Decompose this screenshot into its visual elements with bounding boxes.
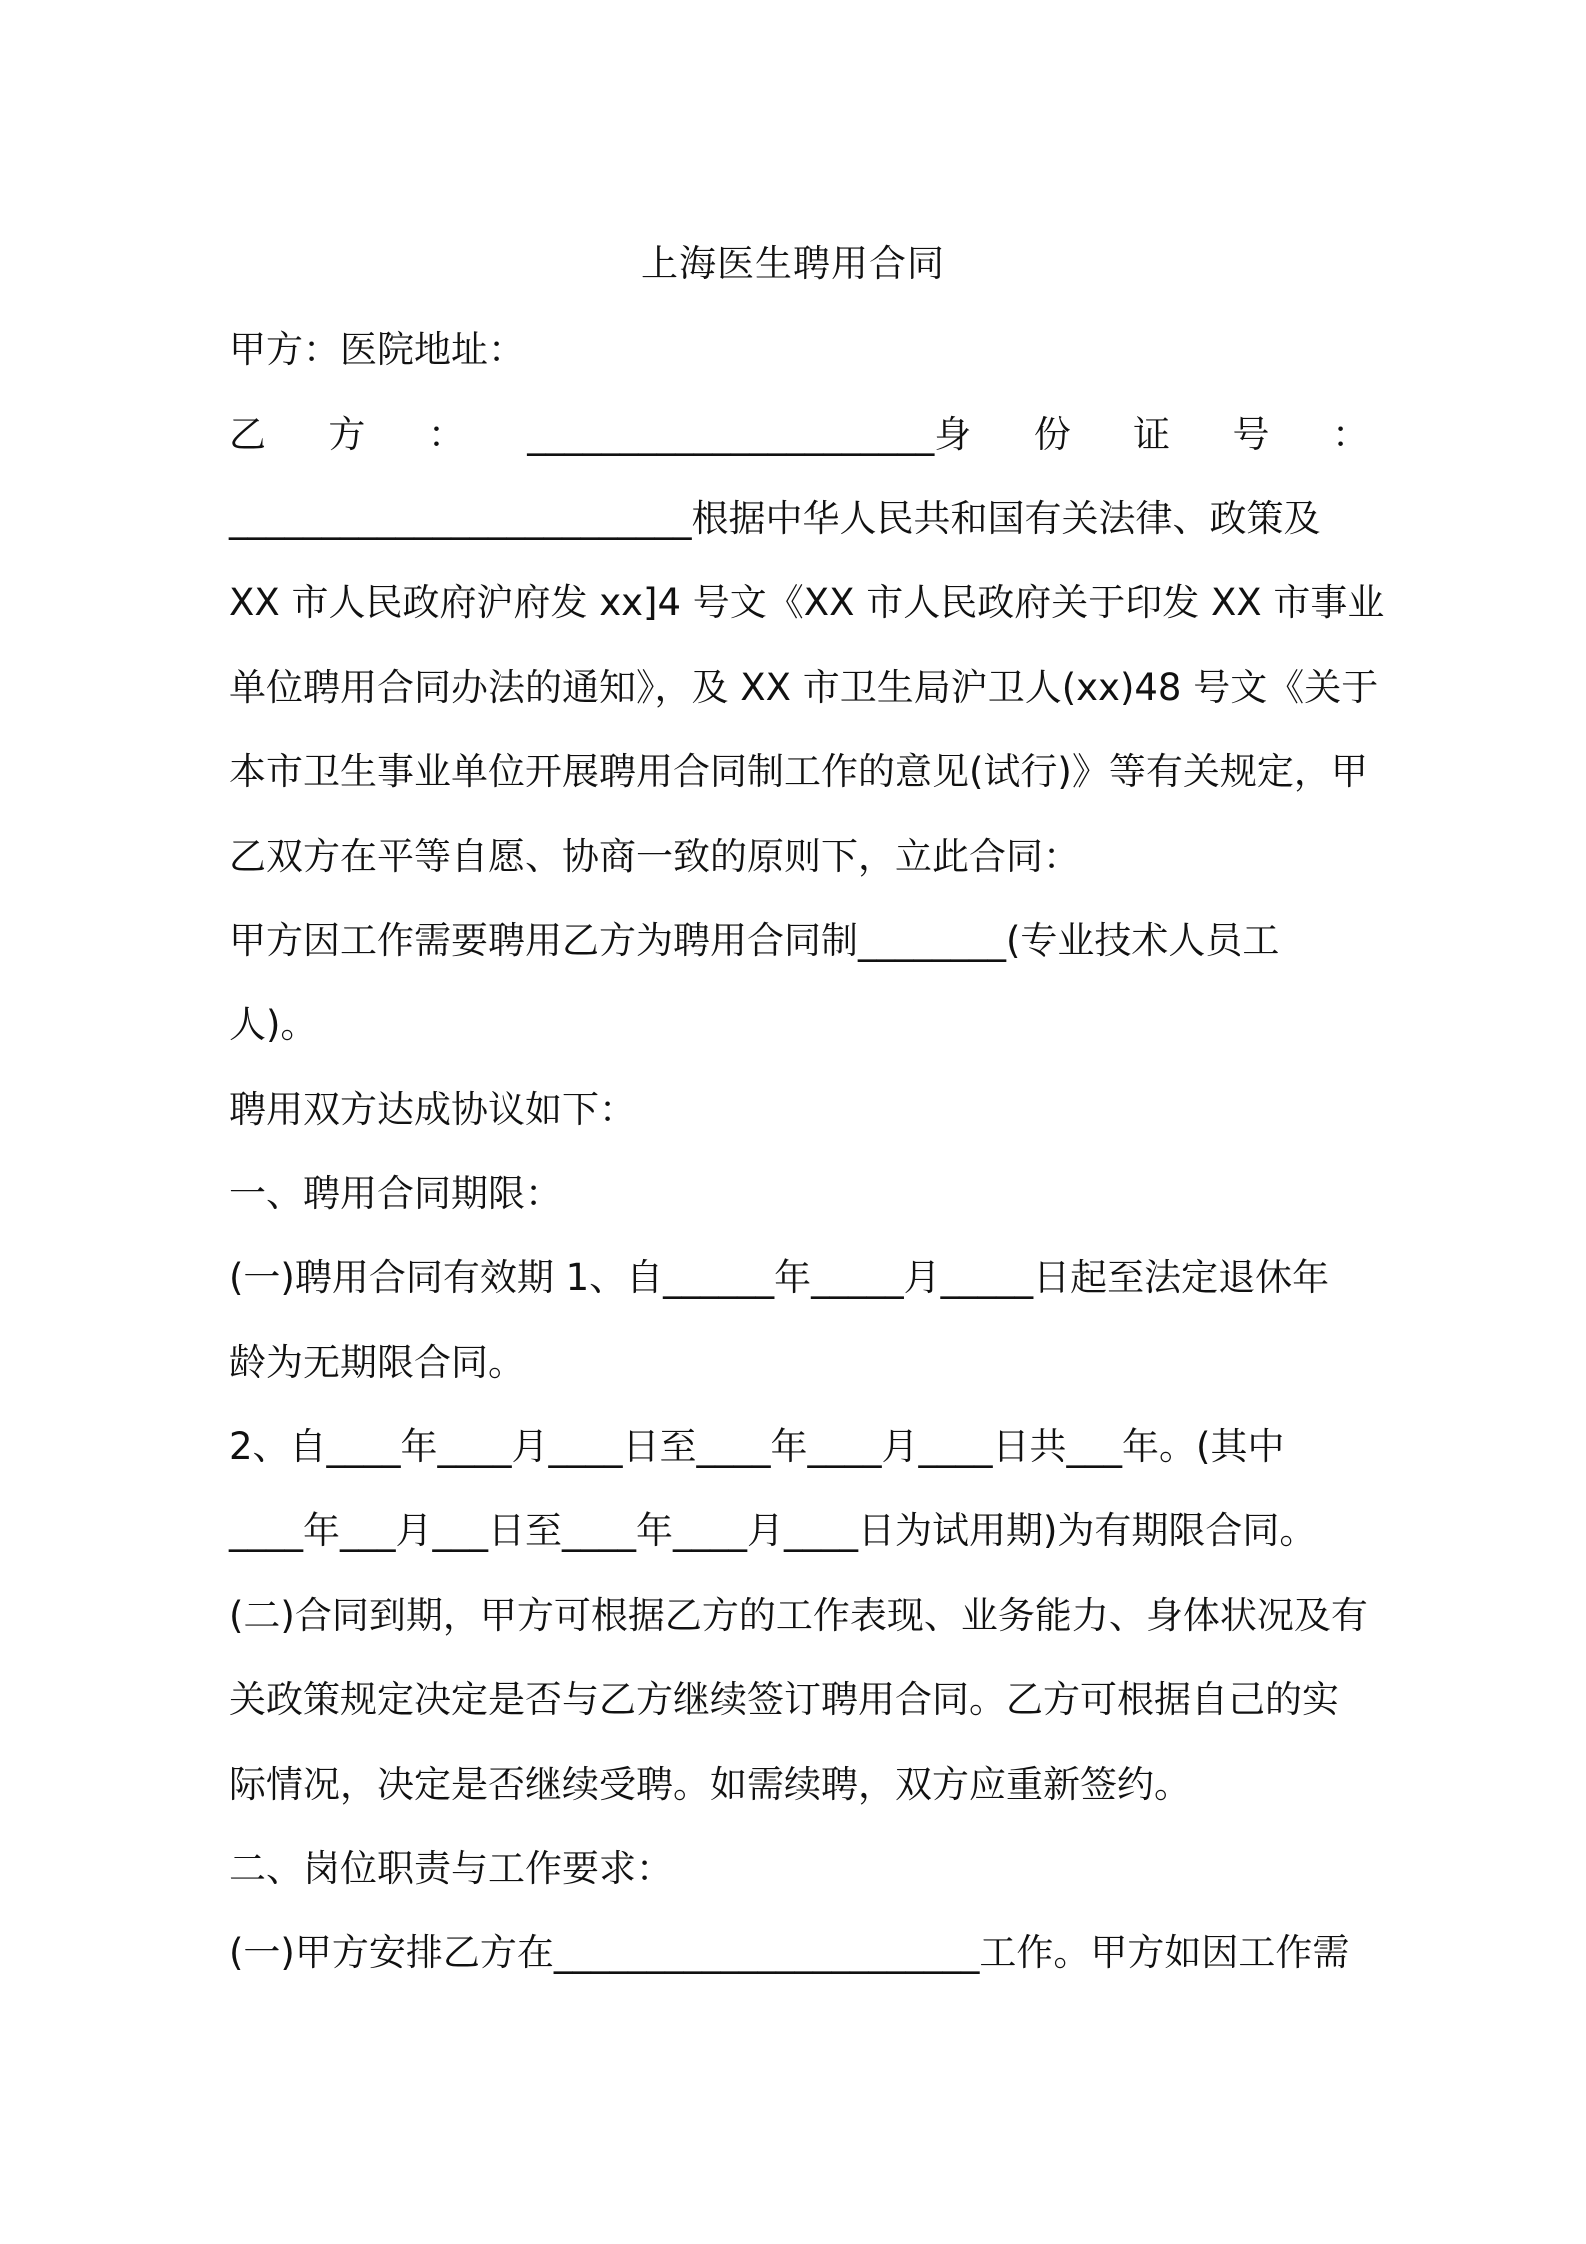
- paragraph-line-9: 人)。: [229, 1003, 318, 1046]
- party-b-blank: ______________________身: [527, 413, 972, 456]
- id-label-2: 证: [1133, 413, 1171, 456]
- party-b-label-1: 乙: [229, 413, 266, 456]
- paragraph-line-7: 乙双方在平等自愿、协商一致的原则下，立此合同：: [229, 835, 1080, 878]
- fixed-term-line-1: 2、自____年____月____日至____年____月____日共___年。(其中: [229, 1425, 1285, 1468]
- document-title: 上海医生聘用合同: [641, 242, 945, 285]
- renewal-line-1: (二)合同到期，甲方可根据乙方的工作表现、业务能力、身体状况及有: [229, 1594, 1368, 1637]
- fixed-term-line-2: ____年___月___日至____年____月____日为试用期)为有期限合同。: [229, 1509, 1317, 1552]
- job-assignment-line: (一)甲方安排乙方在_______________________工作。甲方如因工作需: [229, 1931, 1350, 1974]
- id-label-1: 份: [1033, 413, 1071, 456]
- section-1-heading: 一、聘用合同期限：: [229, 1172, 562, 1215]
- party-b-label-2: 方: [328, 413, 366, 456]
- paragraph-line-8: 甲方因工作需要聘用乙方为聘用合同制________(专业技术人员工: [229, 919, 1280, 962]
- paragraph-line-5: 单位聘用合同办法的通知》，及 XX 市卫生局沪卫人(xx)48 号文《关于: [229, 666, 1379, 709]
- party-a-line: 甲方：医院地址：: [229, 328, 525, 371]
- paragraph-line-6: 本市卫生事业单位开展聘用合同制工作的意见(试行)》等有关规定，甲: [229, 750, 1368, 793]
- contract-term-line-2: 龄为无期限合同。: [229, 1341, 525, 1384]
- agreement-heading: 聘用双方达成协议如下：: [229, 1088, 636, 1131]
- party-b-colon: ：: [427, 413, 465, 456]
- paragraph-line-4: XX 市人民政府沪府发 xx]4 号文《XX 市人民政府关于印发 XX 市事业: [229, 581, 1385, 624]
- renewal-line-2: 关政策规定决定是否与乙方继续签订聘用合同。乙方可根据自己的实: [229, 1678, 1339, 1721]
- id-colon: ：: [1331, 413, 1369, 456]
- paragraph-line-3: _________________________根据中华人民共和国有关法律、政策及: [229, 497, 1321, 540]
- renewal-line-3: 际情况，决定是否继续受聘。如需续聘，双方应重新签约。: [229, 1763, 1191, 1806]
- contract-term-line-1: (一)聘用合同有效期 1、自______年_____月_____日起至法定退休年: [229, 1256, 1330, 1299]
- id-label-3: 号: [1232, 413, 1270, 456]
- party-b-line: [229, 407, 1369, 463]
- section-2-heading: 二、岗位职责与工作要求：: [229, 1847, 673, 1890]
